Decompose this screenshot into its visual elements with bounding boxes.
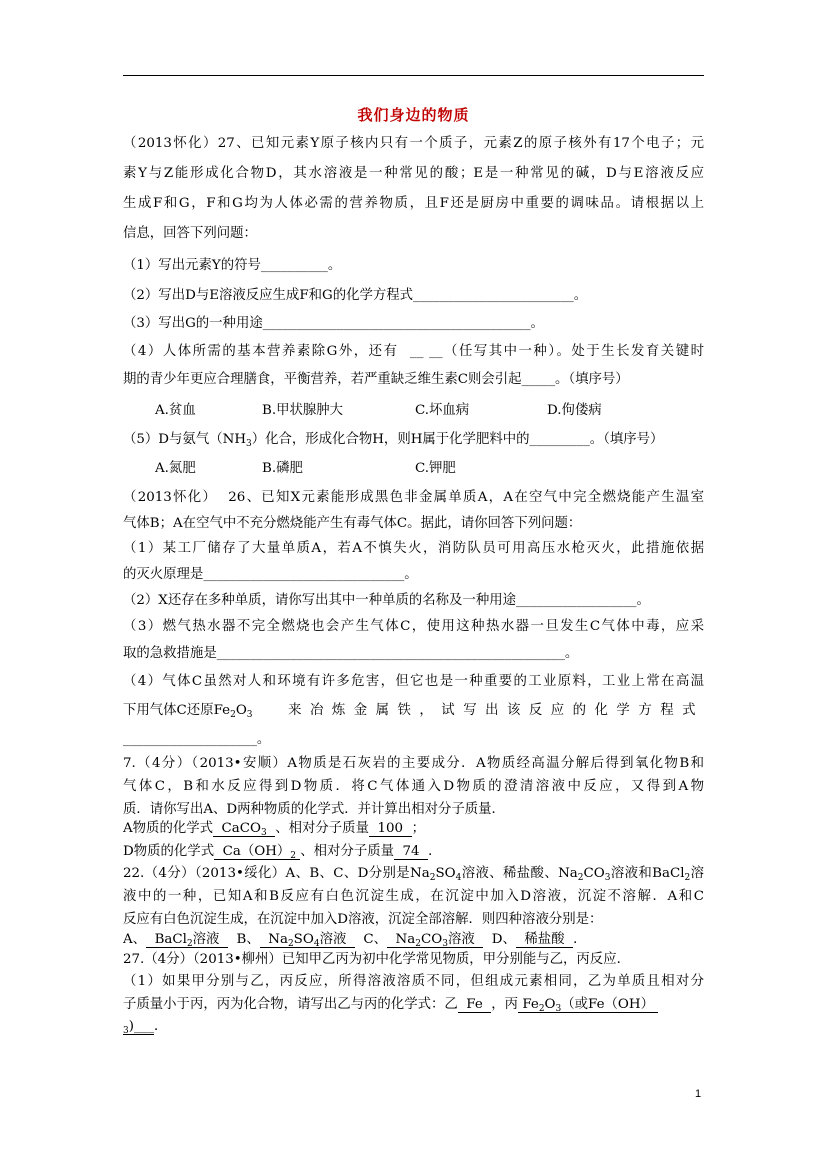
q3-line-3: 质．请你写出A、D两种物质的化学式．并计算出相对分子质量． [123, 802, 505, 817]
q1-line-4: 信息，回答下列问题： [123, 226, 257, 241]
q2-sub-4c: ____________________。 [123, 732, 271, 747]
q1-sub-4b: 期的青少年更应合理膳食，平衡营养，若严重缺乏维生素C则会引起_____。（填序号） [123, 372, 629, 387]
q1-sub-5: （5）D与氨气$(NH_3)$化合，形成化合物H，则H属于化学肥料中的_________。（填序号） [123, 432, 664, 449]
q1-sub-1: （1）写出元素Y的符号__________。 [123, 258, 342, 273]
document-title: 我们身边的物质 [357, 106, 470, 124]
page-number: 1 [695, 1088, 702, 1100]
q1-option: B.甲状腺肿大 [262, 403, 344, 418]
q5-line-3: 子质量小于丙，丙为化合物，请写出乙与丙的化学式：乙 Fe ，丙 $Fe_2O_3$（或Fe（OH） [123, 996, 658, 1014]
q4-line-3: 反应有白色沉淀生成，在沉淀中加入D溶液，沉淀全部溶解．则四种溶液分别是： [123, 912, 603, 927]
q1-line-3: 生成F和G，F和G均为人体必需的营养物质，且F还是厨房中重要的调味品。请根据以上 [123, 196, 704, 211]
q1-sub-3: （3）写出G的一种用途________________________________________。 [123, 316, 544, 331]
q2-sub-4a: （4）气体C虽然对人和环境有许多危害，但它也是一种重要的工业原料，工业上常在高温 [123, 674, 704, 689]
q1-line-1: （2013怀化）27、已知元素Y原子核内只有一个质子，元素Z的原子核外有17个电子；元 [123, 136, 704, 151]
q4-line-1: 22.（4分）（2013•绥化）A、B、C、D分别是$Na_2SO_4$溶液、稀盐酸、$Na_2CO_3$溶液和BaCl$_2$溶 [123, 866, 705, 883]
q2-line-2: 气体B；A在空气中不充分燃烧能产生有毒气体C。据此，请你回答下列问题： [123, 516, 582, 531]
q1-option: D.佝偻病 [547, 403, 602, 418]
q1-option: C.钾肥 [415, 461, 456, 476]
q4-answers: A、 BaCl$_2$溶液 B、 $Na_2SO_4$溶液 C、 $Na_2CO_3$溶液 D、 稀盐酸 ． [123, 932, 587, 949]
q2-sub-3a: （3）燃气热水器不完全燃烧也会产生气体C，使用这种热水器一旦发生C气体中毒，应采 [123, 619, 704, 634]
header-rule [123, 75, 704, 76]
q1-sub-4a: （4）人体所需的基本营养素除G外，还有 __ __（任写其中一种）。处于生长发育关键时 [123, 344, 704, 359]
q2-line-1: （2013怀化） 26、已知X元素能形成黑色非金属单质A，A在空气中完全燃烧能产生温室 [123, 490, 704, 505]
q1-option: B.磷肥 [262, 461, 303, 476]
q2-sub-2: （2）X还存在多种单质，请你写出其中一种单质的名称及一种用途__________________。 [123, 593, 650, 608]
q3-answer-d: D物质的化学式 $Ca(OH)_2$ 、相对分子质量 74 ． [123, 844, 442, 861]
q3-line-2: 气体C，B和水反应得到D物质．将C气体通入D物质的澄清溶液中反应，又得到A物 [123, 779, 704, 794]
q2-sub-4b: 下用气体C还原$Fe_2O_3$ 来冶炼金属铁，试写出该反应的化学方程式 [123, 703, 704, 720]
q5-line-2: （1）如果甲分别与乙，丙反应，所得溶液溶质不同，但组成元素相同，乙为单质且相对分 [123, 974, 704, 989]
q2-sub-1b: 的灭火原理是______________________________。 [123, 567, 418, 582]
q1-option: A.贫血 [155, 403, 196, 418]
q3-answer-a: A物质的化学式 CaCO$_3$ 、相对分子质量 100 ； [123, 821, 425, 838]
q1-option: A.氮肥 [155, 461, 196, 476]
q3-line-1: 7.（4分）（2013•安顺）A物质是石灰岩的主要成分．A物质经高温分解后得到氧化物B和 [123, 756, 704, 771]
q2-sub-1a: （1）某工厂储存了大量单质A，若A不慎失火，消防队员可用高压水枪灭火，此措施依据 [123, 541, 704, 556]
q5-line-4: $_3$)___． [123, 1019, 168, 1036]
q4-line-2: 液中的一种，已知A和B反应有白色沉淀生成，在沉淀中加入D溶液，沉淀不溶解．A和C [123, 889, 704, 904]
q5-line-1: 27.（4分）（2013•柳州）已知甲乙丙为初中化学常见物质，甲分别能与乙，丙反应． [123, 952, 630, 967]
q2-sub-3b: 取的急救措施是____________________________________________________。 [123, 646, 579, 661]
q1-sub-2: （2）写出D与E溶液反应生成F和G的化学方程式________________________。 [123, 288, 588, 303]
q1-option: C.坏血病 [415, 403, 470, 418]
q1-line-2: 素Y与Z能形成化合物D，其水溶液是一种常见的酸；E是一种常见的碱，D与E溶液反应 [123, 166, 704, 181]
